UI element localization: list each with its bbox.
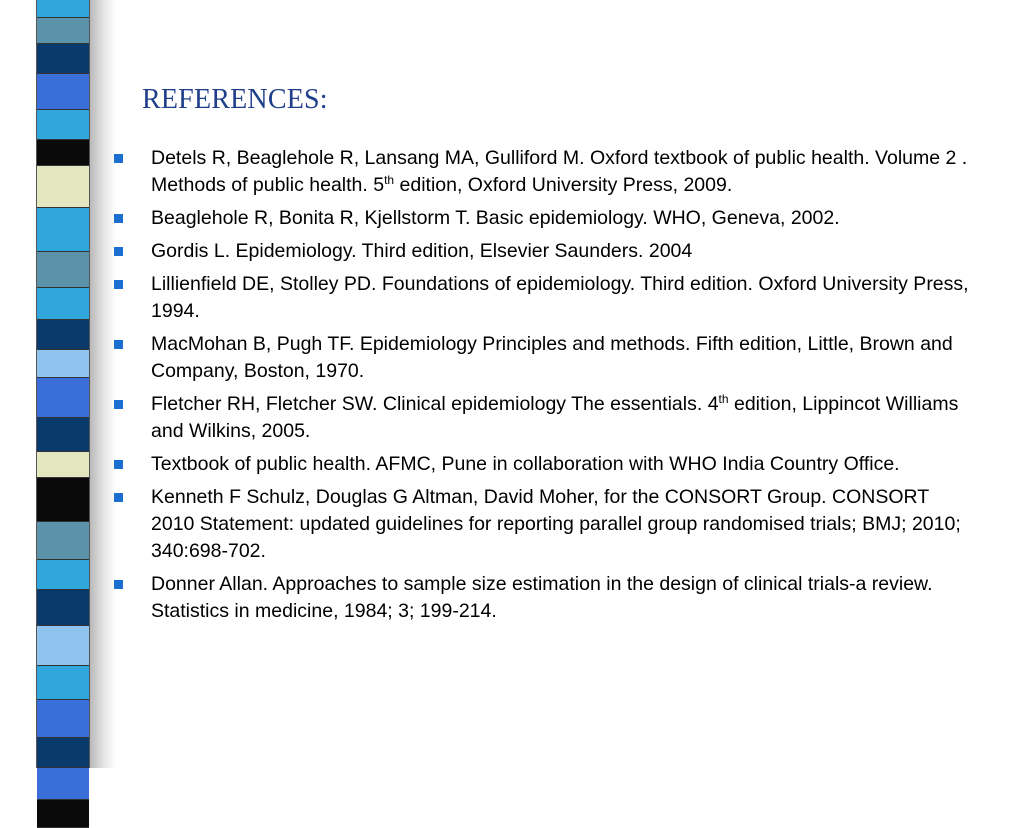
strip-band	[37, 522, 89, 560]
strip-band	[37, 288, 89, 320]
square-bullet-icon	[114, 460, 123, 469]
strip-band	[37, 666, 89, 700]
strip-band	[37, 0, 89, 18]
slide-title: REFERENCES:	[142, 84, 328, 115]
reference-text: edition, Oxford University Press, 2009.	[394, 174, 733, 196]
strip-band	[37, 478, 89, 522]
strip-band	[37, 252, 89, 288]
reference-item	[114, 238, 974, 265]
strip-band	[37, 44, 89, 74]
strip-band	[37, 626, 89, 666]
square-bullet-icon	[114, 154, 123, 163]
reference-item	[114, 331, 974, 385]
reference-text: Donner Allan. Approaches to sample size estimation in the design of clinical trials-a review. Statistics in medicine, 1984; 3; 199-214.	[151, 573, 933, 622]
reference-item	[114, 571, 974, 625]
reference-item	[114, 451, 974, 478]
reference-text: edition, Lippincot Williams and Wilkins, 2005.	[151, 393, 959, 442]
strip-band	[37, 418, 89, 452]
strip-band	[37, 378, 89, 418]
reference-item	[114, 271, 974, 325]
reference-text: Fletcher RH, Fletcher SW. Clinical epidemiology The essentials. 4	[151, 393, 719, 415]
reference-text: Gordis L. Epidemiology. Third edition, Elsevier Saunders. 2004	[151, 240, 693, 262]
strip-band	[37, 738, 89, 768]
strip-band	[37, 590, 89, 626]
strip-band	[37, 560, 89, 590]
reference-text: MacMohan B, Pugh TF. Epidemiology Principles and methods. Fifth edition, Little, Brown and Company, Boston, 1970.	[151, 333, 953, 382]
strip-band	[37, 140, 89, 166]
square-bullet-icon	[114, 340, 123, 349]
strip-band	[37, 350, 89, 378]
strip-band	[37, 74, 89, 110]
decorative-color-strip	[36, 0, 90, 768]
decorative-strip-shadow	[90, 0, 116, 768]
strip-band	[37, 800, 89, 828]
square-bullet-icon	[114, 280, 123, 289]
reference-text: Detels R, Beaglehole R, Lansang MA, Gulliford M. Oxford textbook of public health. Volume 2 . Methods of public health. 5	[151, 147, 968, 196]
reference-text: Textbook of public health. AFMC, Pune in collaboration with WHO India Country Office.	[151, 453, 900, 475]
reference-text: Lillienfield DE, Stolley PD. Foundations of epidemiology. Third edition. Oxford University Press, 1994.	[151, 273, 969, 322]
strip-band	[37, 166, 89, 208]
strip-band	[37, 452, 89, 478]
reference-item	[114, 145, 974, 199]
strip-band	[37, 110, 89, 140]
reference-superscript: th	[384, 173, 395, 187]
square-bullet-icon	[114, 247, 123, 256]
reference-text: Kenneth F Schulz, Douglas G Altman, David Moher, for the CONSORT Group. CONSORT 2010 Statement: updated guidelines for reporting parallel group randomised trials; BMJ; 2010; 340:698-702.	[151, 486, 961, 562]
square-bullet-icon	[114, 400, 123, 409]
reference-text: Beaglehole R, Bonita R, Kjellstorm T. Basic epidemiology. WHO, Geneva, 2002.	[151, 207, 840, 229]
strip-band	[37, 18, 89, 44]
square-bullet-icon	[114, 214, 123, 223]
square-bullet-icon	[114, 580, 123, 589]
strip-band	[37, 208, 89, 252]
reference-item	[114, 205, 974, 232]
strip-band	[37, 320, 89, 350]
strip-band	[37, 768, 89, 800]
reference-item	[114, 391, 974, 445]
reference-superscript: th	[718, 392, 729, 406]
square-bullet-icon	[114, 493, 123, 502]
strip-band	[37, 700, 89, 738]
reference-item	[114, 484, 974, 565]
reference-list	[114, 145, 974, 631]
